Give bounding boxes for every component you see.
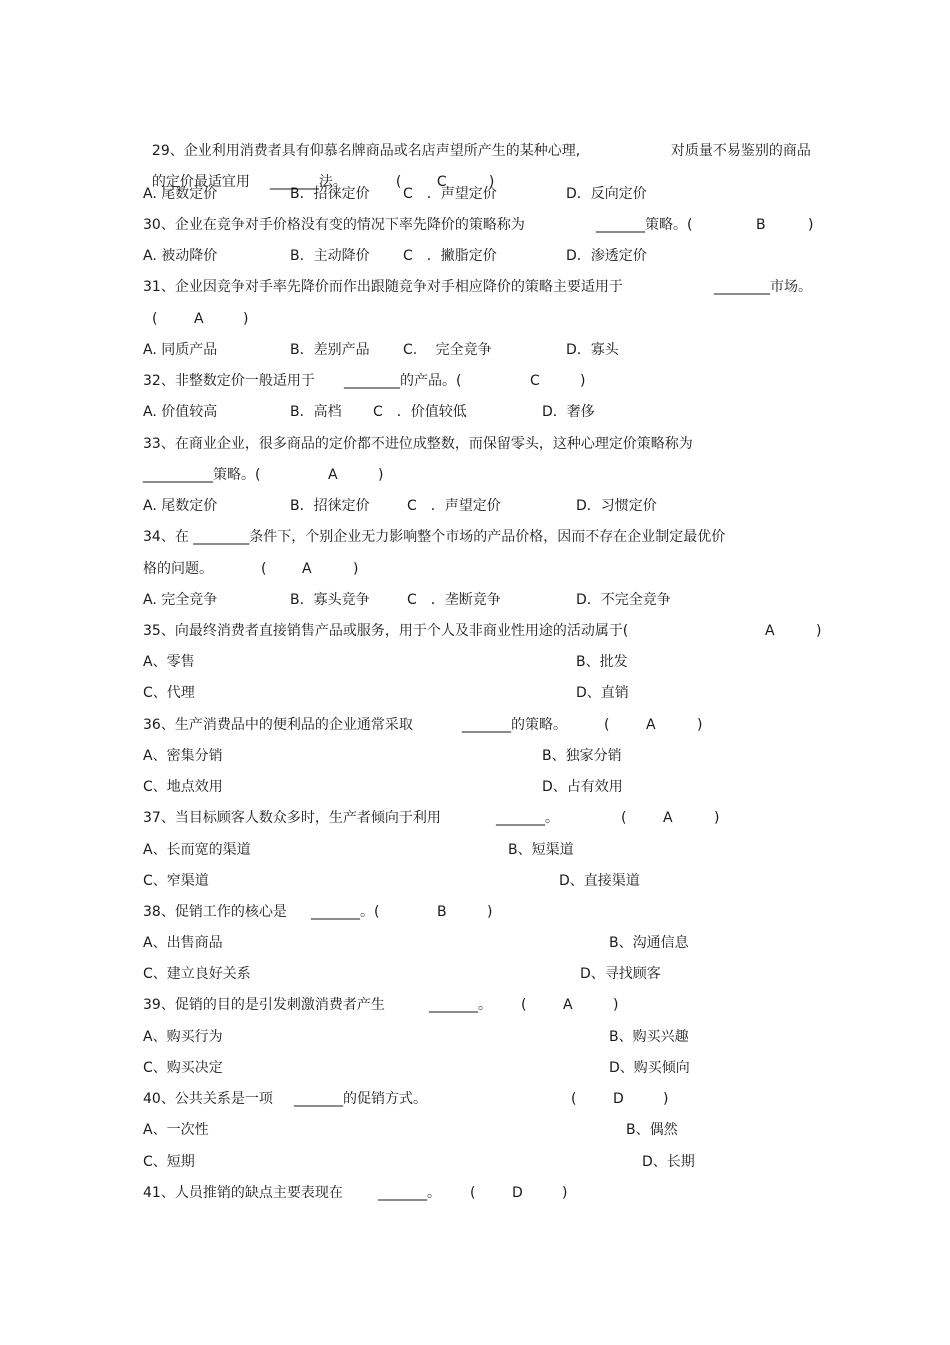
text: 对质量不易鉴别的商品	[670, 143, 811, 159]
text: C	[436, 174, 447, 190]
text: D、直接渠道	[559, 873, 640, 889]
text: )	[808, 217, 814, 233]
q30-option-c	[403, 246, 497, 266]
text: B、批发	[576, 654, 628, 670]
text: A、长而宽的渠道	[143, 842, 251, 858]
q34-paren-close	[353, 559, 358, 579]
q36-answer	[646, 715, 656, 735]
text: D．渗透定价	[566, 248, 647, 264]
text: A. 尾数定价	[143, 498, 218, 514]
q38-paren-close	[487, 902, 492, 922]
text: ________的产品。(	[344, 373, 462, 389]
q29-option-b	[290, 184, 370, 204]
q35-option-a	[143, 652, 195, 672]
text: C、地点效用	[143, 779, 223, 795]
q33-stem-line1	[143, 434, 693, 454]
text: D、寻找顾客	[580, 966, 661, 982]
q31-option-d	[566, 340, 619, 360]
q35-paren-close	[816, 621, 821, 641]
q32-blank	[344, 371, 461, 391]
text: _______。	[496, 810, 559, 826]
q33-option-d	[576, 496, 657, 516]
q34-paren-open	[261, 559, 266, 579]
q31-option-c	[403, 340, 492, 360]
q36-paren-close	[697, 715, 702, 735]
text: C. 完全竞争	[403, 342, 492, 358]
text: 40、公共关系是一项	[143, 1091, 273, 1107]
q37-option-b	[508, 840, 574, 860]
q34-option-b	[290, 590, 370, 610]
text: 31、企业因竞争对手率先降价而作出跟随竞争对手相应降价的策略主要适用于	[143, 279, 623, 295]
q33-answer	[328, 465, 338, 485]
q38-answer	[437, 902, 447, 922]
text: A	[563, 997, 573, 1013]
q33-blank	[143, 465, 260, 485]
text: C	[530, 373, 540, 389]
text: A、购买行为	[143, 1029, 223, 1045]
q30-option-a	[143, 246, 217, 266]
q32-option-a	[143, 402, 217, 422]
q34-option-a	[143, 590, 217, 610]
text: A. 被动降价	[143, 248, 218, 264]
text: _______策略。(	[596, 217, 693, 233]
q41-paren-open	[470, 1183, 475, 1203]
text: ________市场。	[714, 279, 812, 295]
text: A	[663, 810, 673, 826]
q30-option-b	[290, 246, 370, 266]
text: 38、促销工作的核心是	[143, 904, 287, 920]
text: 32、非整数定价一般适用于	[143, 373, 315, 389]
text: B．招徕定价	[290, 498, 370, 514]
text: C、代理	[143, 685, 195, 701]
q38-blank	[311, 902, 379, 922]
text: )	[697, 717, 703, 733]
text: )	[487, 904, 493, 920]
text: _______。	[429, 997, 492, 1013]
text: D．寡头	[566, 342, 619, 358]
text: 35、向最终消费者直接销售产品或服务，用于个人及非商业性用途的活动属于(	[143, 623, 629, 639]
text: 30、企业在竞争对手价格没有变的情况下率先降价的策略称为	[143, 217, 525, 233]
text: B、偶然	[626, 1122, 678, 1138]
q36-paren-open	[604, 715, 609, 735]
q33-option-c	[407, 496, 501, 516]
q36-blank	[462, 715, 567, 735]
text: (	[470, 1185, 476, 1201]
q41-paren-close	[562, 1183, 567, 1203]
q36-option-c	[143, 777, 223, 797]
q35-option-d	[576, 683, 629, 703]
q37-option-d	[559, 871, 640, 891]
q36-option-d	[542, 777, 623, 797]
text: D、直销	[576, 685, 629, 701]
text: D．不完全竞争	[576, 592, 671, 608]
text: 33、在商业企业，很多商品的定价都不进位成整数，而保留零头，这种心理定价策略称为	[143, 436, 693, 452]
text: 36、生产消费品中的便利品的企业通常采取	[143, 717, 413, 733]
q40-option-d	[642, 1152, 695, 1172]
text: C ．声望定价	[403, 186, 497, 202]
text: A	[194, 311, 204, 327]
text: 的定价最适宜用	[151, 174, 250, 190]
text: A	[328, 467, 338, 483]
text: )	[353, 561, 359, 577]
q37-stem	[143, 808, 441, 828]
text: D、购买倾向	[609, 1060, 690, 1076]
q39-answer	[563, 995, 573, 1015]
text: A	[646, 717, 656, 733]
q30-stem	[143, 215, 525, 235]
text: A	[302, 561, 312, 577]
text: C ．声望定价	[407, 498, 501, 514]
text: A、零售	[143, 654, 195, 670]
text: C、短期	[143, 1154, 195, 1170]
q29-option-d	[566, 184, 647, 204]
text: 34、在 ________条件下，个别企业无力影响整个市场的产品价格，因而不存在企业制定最优价	[143, 529, 726, 545]
q40-answer	[613, 1089, 624, 1109]
q40-stem	[143, 1089, 273, 1109]
text: C、建立良好关系	[143, 966, 251, 982]
text: (	[521, 997, 527, 1013]
q37-paren-open	[621, 808, 626, 828]
q36-stem	[143, 715, 413, 735]
q30-blank	[596, 215, 692, 235]
text: __________策略。(	[143, 467, 261, 483]
text: B．招徕定价	[290, 186, 370, 202]
q36-option-a	[143, 746, 223, 766]
q32-answer	[530, 371, 540, 391]
q31-stem	[143, 277, 623, 297]
q38-option-d	[580, 964, 661, 984]
q33-option-b	[290, 496, 370, 516]
text: )	[562, 1185, 568, 1201]
text: _______的策略。	[462, 717, 567, 733]
q29-stem-line1-cont	[662, 121, 811, 159]
q29-option-a	[143, 184, 217, 204]
q35-answer	[765, 621, 775, 641]
text: )	[378, 467, 384, 483]
text: (	[395, 174, 402, 190]
text: )	[580, 373, 586, 389]
text: (	[621, 810, 627, 826]
q29-stem-line1	[143, 121, 581, 159]
text: B．寡头竞争	[290, 592, 370, 608]
q34-stem-line1	[143, 527, 725, 547]
text: D．反向定价	[566, 186, 647, 202]
text: 29、企业利用消费者具有仰慕名牌商品或名店声望所产生的某种心理,	[151, 143, 581, 159]
text: D	[613, 1091, 624, 1107]
text: A、密集分销	[143, 748, 223, 764]
text: B、短渠道	[508, 842, 574, 858]
q29-answer	[428, 152, 447, 190]
q29-option-c	[403, 184, 497, 204]
text: B．高档	[290, 404, 342, 420]
text: C、窄渠道	[143, 873, 209, 889]
text: )	[714, 810, 720, 826]
text: A、出售商品	[143, 935, 223, 951]
q35-option-c	[143, 683, 195, 703]
q31-blank	[714, 277, 812, 297]
q40-paren-close	[663, 1089, 668, 1109]
q29-stem-line2	[143, 152, 250, 190]
q32-stem	[143, 371, 315, 391]
text: A. 价值较高	[143, 404, 218, 420]
q31-answer	[194, 309, 204, 329]
q31-paren-close	[243, 309, 248, 329]
q40-option-b	[626, 1120, 678, 1140]
text: D	[512, 1185, 523, 1201]
text: C ．垄断竞争	[407, 592, 501, 608]
q39-option-d	[609, 1058, 690, 1078]
q37-paren-close	[714, 808, 719, 828]
q40-paren-open	[571, 1089, 576, 1109]
text: B、购买兴趣	[609, 1029, 689, 1045]
q38-stem	[143, 902, 287, 922]
text: B．差别产品	[290, 342, 370, 358]
q40-option-a	[143, 1120, 209, 1140]
text: C、购买决定	[143, 1060, 223, 1076]
text: )	[663, 1091, 669, 1107]
q32-option-c	[373, 402, 467, 422]
q37-option-a	[143, 840, 251, 860]
q32-option-d	[542, 402, 595, 422]
q38-option-b	[609, 933, 689, 953]
q39-paren-close	[613, 995, 618, 1015]
text: )	[613, 997, 619, 1013]
q34-option-d	[576, 590, 671, 610]
q32-paren-close	[580, 371, 585, 391]
text: A. 完全竞争	[143, 592, 218, 608]
q35-stem	[143, 621, 628, 641]
q34-option-c	[407, 590, 501, 610]
text: _______。	[378, 1185, 441, 1201]
text: )	[488, 174, 495, 190]
q31-paren-open	[152, 309, 157, 329]
q34-answer	[302, 559, 312, 579]
text: _______法。	[269, 174, 347, 190]
text: A	[765, 623, 775, 639]
text: _______的促销方式。	[294, 1091, 427, 1107]
text: (	[571, 1091, 577, 1107]
q36-option-b	[542, 746, 622, 766]
text: A、一次性	[143, 1122, 209, 1138]
text: (	[152, 311, 158, 327]
text: )	[243, 311, 249, 327]
q37-option-c	[143, 871, 209, 891]
q40-blank	[294, 1089, 427, 1109]
q39-option-a	[143, 1027, 223, 1047]
text: )	[816, 623, 822, 639]
q35-option-b	[576, 652, 628, 672]
q39-option-b	[609, 1027, 689, 1047]
q29-paren-close	[480, 152, 495, 190]
q38-option-a	[143, 933, 223, 953]
q39-blank	[429, 995, 492, 1015]
q41-stem	[143, 1183, 343, 1203]
q30-answer	[756, 215, 766, 235]
text: 39、促销的目的是引发刺激消费者产生	[143, 997, 385, 1013]
q39-paren-open	[521, 995, 526, 1015]
text: B	[756, 217, 766, 233]
q30-paren-close	[808, 215, 813, 235]
q39-option-c	[143, 1058, 223, 1078]
text: D、占有效用	[542, 779, 623, 795]
q34-stem-line2	[143, 559, 213, 579]
text: (	[261, 561, 267, 577]
q40-option-c	[143, 1152, 195, 1172]
text: 37、当目标顾客人数众多时，生产者倾向于利用	[143, 810, 441, 826]
text: A. 同质产品	[143, 342, 218, 358]
q33-option-a	[143, 496, 217, 516]
q41-answer	[512, 1183, 523, 1203]
text: (	[604, 717, 610, 733]
q37-blank	[496, 808, 559, 828]
text: D．奢侈	[542, 404, 595, 420]
q31-option-a	[143, 340, 217, 360]
q32-option-b	[290, 402, 342, 422]
text: C ．价值较低	[373, 404, 467, 420]
q38-option-c	[143, 964, 251, 984]
text: B．主动降价	[290, 248, 370, 264]
q37-answer	[663, 808, 673, 828]
text: B、独家分销	[542, 748, 622, 764]
q30-option-d	[566, 246, 647, 266]
text: B	[437, 904, 447, 920]
q29-paren-open	[387, 152, 402, 190]
q39-stem	[143, 995, 385, 1015]
text: D．习惯定价	[576, 498, 657, 514]
text: B、沟通信息	[609, 935, 689, 951]
q33-paren-close	[378, 465, 383, 485]
text: 格的问题。	[143, 561, 213, 577]
q41-blank	[378, 1183, 441, 1203]
text: D、长期	[642, 1154, 695, 1170]
text: C ．撇脂定价	[403, 248, 497, 264]
text: A. 尾数定价	[143, 186, 218, 202]
text: 41、人员推销的缺点主要表现在	[143, 1185, 343, 1201]
q31-option-b	[290, 340, 370, 360]
text: _______。(	[311, 904, 380, 920]
q29-blank	[261, 152, 347, 190]
